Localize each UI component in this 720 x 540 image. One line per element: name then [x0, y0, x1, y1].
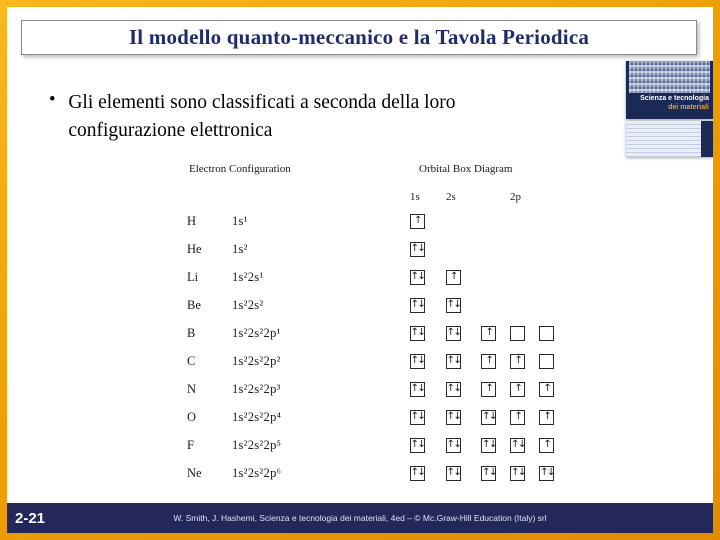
orbital-box: ↑ — [539, 438, 554, 453]
orbital-box: ↑ — [539, 410, 554, 425]
orbital-header-2s: 2s — [446, 191, 456, 203]
orbital-box-cell-1s — [399, 410, 435, 425]
electron-configuration: 1s²2s²2p³ — [232, 381, 281, 396]
orbital-box: ↑↓ — [446, 466, 461, 481]
orbital-box: ↑↓ — [481, 410, 496, 425]
orbital-box: ↑ — [481, 326, 496, 341]
orbital-box: ↑↓ — [410, 382, 425, 397]
orbital-header-2p: 2p — [510, 191, 521, 203]
orbital-box-cell-1s — [399, 214, 435, 229]
orbital-box-cell-1s — [399, 438, 435, 453]
orbital-box-cell-1s — [399, 382, 435, 397]
orbital-box-cell-2s — [435, 382, 471, 397]
orbital-box-cell-1s — [399, 466, 435, 481]
slide-title: Il modello quanto-meccanico e la Tavola Periodica — [128, 25, 590, 49]
orbital-column-headers — [179, 181, 559, 207]
element-symbol: N — [187, 381, 197, 396]
element-symbol: B — [187, 325, 196, 340]
electron-configuration: 1s¹ — [232, 213, 248, 228]
orbital-box-cells-2p — [481, 466, 554, 481]
orbital-box: ↑↓ — [481, 438, 496, 453]
electron-configuration: 1s²2s²2p¹ — [232, 325, 281, 340]
orbital-box-cell-2s — [435, 466, 471, 481]
orbital-box-cells-2p — [481, 326, 554, 341]
orbital-box: ↑↓ — [510, 466, 525, 481]
orbital-box-cell-2s — [435, 410, 471, 425]
book-cover-title: Scienza e tecnologia — [640, 95, 709, 102]
orbital-box-cell-2s — [435, 270, 471, 285]
orbital-box: ↑↓ — [410, 242, 425, 257]
book-cover-text — [626, 93, 713, 113]
orbital-diagram-figure — [179, 155, 559, 487]
orbital-box-cells-2p — [481, 382, 554, 397]
bullet-text: Gli elementi sono classificati a seconda della loro configurazione elettronica — [68, 92, 456, 141]
page-number: 2-21 — [15, 509, 46, 527]
orbital-box: ↑↓ — [410, 298, 425, 313]
book-spine — [701, 121, 713, 157]
orbital-box-cells-2p — [481, 410, 554, 425]
electron-configuration: 1s²2s¹ — [232, 269, 264, 284]
figure-row — [179, 235, 559, 263]
orbital-box: ↑↓ — [481, 466, 496, 481]
orbital-box: ↑ — [481, 354, 496, 369]
element-symbol: Be — [187, 297, 201, 312]
element-symbol: F — [187, 437, 194, 452]
element-symbol: Li — [187, 269, 199, 284]
element-symbol: O — [187, 409, 197, 424]
orbital-box: ↑ — [481, 382, 496, 397]
element-symbol: H — [187, 213, 197, 228]
bullet-item — [49, 89, 549, 144]
orbital-box — [539, 326, 554, 341]
figure-headers — [179, 155, 559, 181]
orbital-box: ↑ — [510, 382, 525, 397]
book-cover-subtitle: dei materiali — [668, 103, 709, 111]
orbital-box: ↑↓ — [410, 354, 425, 369]
book-cover-secondary — [626, 121, 713, 157]
orbital-box-cell-1s — [399, 242, 435, 257]
orbital-box: ↑ — [410, 214, 425, 229]
orbital-box-cell-2s — [435, 438, 471, 453]
figure-row — [179, 431, 559, 459]
orbital-box: ↑↓ — [446, 438, 461, 453]
orbital-box: ↑↓ — [410, 410, 425, 425]
figure-row — [179, 375, 559, 403]
footer-bar — [7, 503, 713, 533]
orbital-box-cell-2s — [435, 354, 471, 369]
element-symbol: C — [187, 353, 196, 368]
orbital-header-1s: 1s — [410, 191, 420, 203]
figure-row — [179, 263, 559, 291]
orbital-box-cell-1s — [399, 354, 435, 369]
figure-header-orbital-box-diagram: Orbital Box Diagram — [419, 163, 513, 175]
element-symbol: He — [187, 241, 202, 256]
electron-configuration: 1s²2s² — [232, 297, 264, 312]
orbital-box-cell-2s — [435, 298, 471, 313]
figure-row — [179, 291, 559, 319]
orbital-box — [539, 354, 554, 369]
orbital-box: ↑ — [510, 354, 525, 369]
orbital-box-cell-2s — [435, 326, 471, 341]
footer-credit: W. Smith, J. Hashemi, Scienza e tecnologia dei materiali, 4ed – © Mc.Graw-Hill Education (Italy) srl — [173, 513, 547, 523]
book-cover — [626, 61, 713, 119]
orbital-box — [510, 326, 525, 341]
electron-configuration: 1s²2s²2p⁵ — [232, 437, 282, 452]
figure-header-electron-configuration: Electron Configuration — [189, 163, 291, 175]
electron-configuration: 1s²2s²2p⁶ — [232, 465, 282, 480]
orbital-box-cells-2p — [481, 354, 554, 369]
book-cover-thumbnails — [626, 58, 713, 157]
book-cover-image — [629, 61, 710, 93]
orbital-box: ↑↓ — [410, 326, 425, 341]
electron-configuration: 1s² — [232, 241, 248, 256]
figure-row — [179, 403, 559, 431]
electron-configuration: 1s²2s²2p⁴ — [232, 409, 282, 424]
orbital-box: ↑ — [446, 270, 461, 285]
slide-title-box — [21, 20, 697, 55]
orbital-box: ↑↓ — [510, 438, 525, 453]
bullet-marker: • — [49, 89, 56, 110]
orbital-box: ↑↓ — [446, 298, 461, 313]
orbital-box: ↑ — [510, 410, 525, 425]
orbital-box: ↑↓ — [446, 382, 461, 397]
orbital-box-cell-1s — [399, 298, 435, 313]
figure-row — [179, 459, 559, 487]
orbital-box-cell-1s — [399, 270, 435, 285]
electron-configuration: 1s²2s²2p² — [232, 353, 281, 368]
figure-row — [179, 207, 559, 235]
figure-row — [179, 319, 559, 347]
book-pages-texture — [626, 121, 701, 157]
orbital-box-cell-1s — [399, 326, 435, 341]
orbital-box: ↑↓ — [410, 466, 425, 481]
orbital-box-cells-2p — [481, 438, 554, 453]
orbital-box: ↑ — [539, 382, 554, 397]
orbital-box: ↑↓ — [446, 326, 461, 341]
orbital-box: ↑↓ — [539, 466, 554, 481]
orbital-box: ↑↓ — [446, 354, 461, 369]
orbital-box: ↑↓ — [446, 410, 461, 425]
orbital-box: ↑↓ — [410, 270, 425, 285]
element-symbol: Ne — [187, 465, 202, 480]
figure-rows — [179, 207, 559, 487]
orbital-box: ↑↓ — [410, 438, 425, 453]
figure-row — [179, 347, 559, 375]
slide-body — [7, 7, 713, 533]
